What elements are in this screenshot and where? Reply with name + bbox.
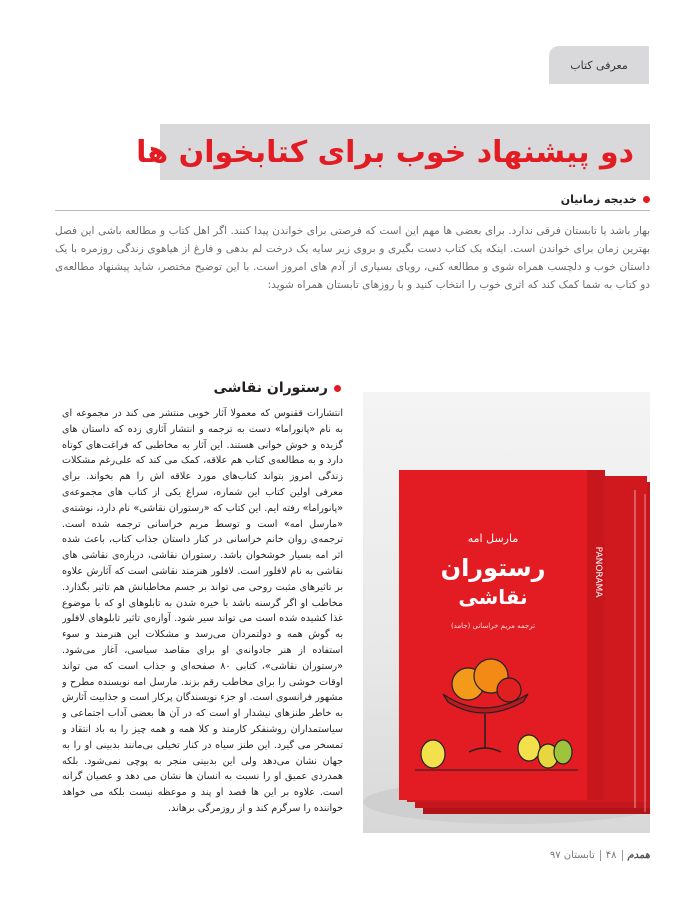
magazine-logo: همدم (627, 850, 650, 861)
book-title-line2: نقاشی (458, 585, 528, 609)
issue-season: تابستان ۹۷ (549, 850, 595, 861)
bullet-dot-icon (334, 385, 341, 392)
footer-divider (622, 850, 623, 861)
article-title: دو پیشنهاد خوب برای کتابخوان ها (136, 134, 634, 170)
subheading-text: رستوران نقاشی (213, 380, 328, 396)
headline-banner (136, 124, 650, 180)
intro-paragraph: بهار باشد یا تابستان فرقی ندارد. برای بعضی ها مهم این است که فرصتی برای خواندن پیدا کنند. اگر اهل کتاب و مطالعه باشی این فصل بهترین زمان برای خواندن است. اینکه یک کتاب دست بگیری و بروی زیر سایه یک درخت لم بدهی و فارغ از هیاهوی زندگی روزمره با یک داستان خوب و دلچسب همراه شوی و مطالعه کنی، رویای بسیاری از آدم های امروز است. با این توضیح مختصر، شاید پیشنهاد مطالعه‌ی دو کتاب به شما کمک کند که اثری خوب را انتخاب کنید و با روزهای تابستان همراه شوید: (55, 225, 650, 291)
page-footer (520, 850, 650, 861)
page-number: ۴۸ (605, 850, 617, 861)
book-author: مارسل امه (467, 532, 519, 545)
author-byline (55, 188, 650, 211)
footer-divider (600, 850, 601, 861)
subheading (180, 380, 341, 396)
author-name: خدیجه زمانیان (560, 192, 637, 206)
series-name: PANORAMA (593, 546, 603, 598)
book-title-line1: رستوران (440, 554, 546, 582)
section-label: معرفی کتاب (570, 58, 628, 72)
book-cover-photo (363, 392, 650, 833)
bullet-dot-icon (643, 196, 650, 203)
book-stack-illustration (363, 392, 650, 833)
book-translator: ترجمه مریم خراسانی (جامد) (450, 622, 536, 630)
body-text: انتشارات ققنوس که معمولا آثار خوبی منتشر می کند در مجموعه ای به نام «پانوراما» دست به ترجمه و انتشار آثاری زده که داستان های گزیده و خوش خوانی هستند. این آثار به مخاطبی که فراغت‌های کوتاه دارد و به مطالعه‌ی کتاب هم علاقه، کمک می کند که علی‌رغم مشکلات زندگی امروز بتواند کتاب‌های مورد علاقه اش را هم بخواند. برای معرفی اولین کتاب این شماره، سراغ یکی از کتاب های مجموعه‌ی «پانوراما» رفته ایم. این کتاب که «رستوران نقاشی» نام دارد، نوشته‌ی «مارسل امه» است و توسط مریم خراسانی ترجمه شده است. ترجمه‌ی روان خانم خراسانی در کنار داستان جذاب کتاب، باعث شده اثر امه بسیار خوشخوان باشد. رستوران نقاشی، درباره‌ی نقاشی های نقاشی به نام لافلور است. لافلور هنرمند نقاشی است که آثارش علاوه بر تاثیرهای مثبت روحی می تواند بر جسم مخاطبانش هم تاثیر بگذارد. مخاطب او اگر گرسنه باشد با خیره شدن به تابلوهای او که با موضوع غذا کشیده شده است می تواند سیر شود. آوازه‌ی تاثیر تابلوهای لافلور به گوش همه و دولتمردان می‌رسد و مشکلات این هنرمند و سوء استفاده از هنر جادوانه‌ی او برای مقاصد سیاسی، آغاز می‌شود. «رستوران نقاشی»، کتابی ۸۰ صفحه‌ای و جذاب است که می تواند اوقات خوشی را برای مخاطب رقم بزند. مارسل امه نویسنده مطرح و مشهور فرانسوی است. او جزء نویسندگان پرکار است و جذابیت آثارش به خاطر طنزهای نیشدار او است که در آن ها بعضی آداب اجتماعی و سیاستمداران روشنفکر کارمند و کلا همه و همه چیز را به باد انتقاد و تمسخر می گیرد. این طنز سیاه در کنار تخیلی بی‌مانند بدبینی او را به جهان نشان می‌دهد ولی این بدبینی منجر به پوچی نمی‌شود. بلکه همدردی عمیق او را نسبت به انسان ها نشان می دهد و عصیان گرانه است. علاوه بر این ها قصد او پند و موعظه نیست بلکه می خواهد خواننده را سرگرم کند و از روزمرگی برهاند. (62, 408, 343, 814)
section-tab (549, 46, 649, 84)
